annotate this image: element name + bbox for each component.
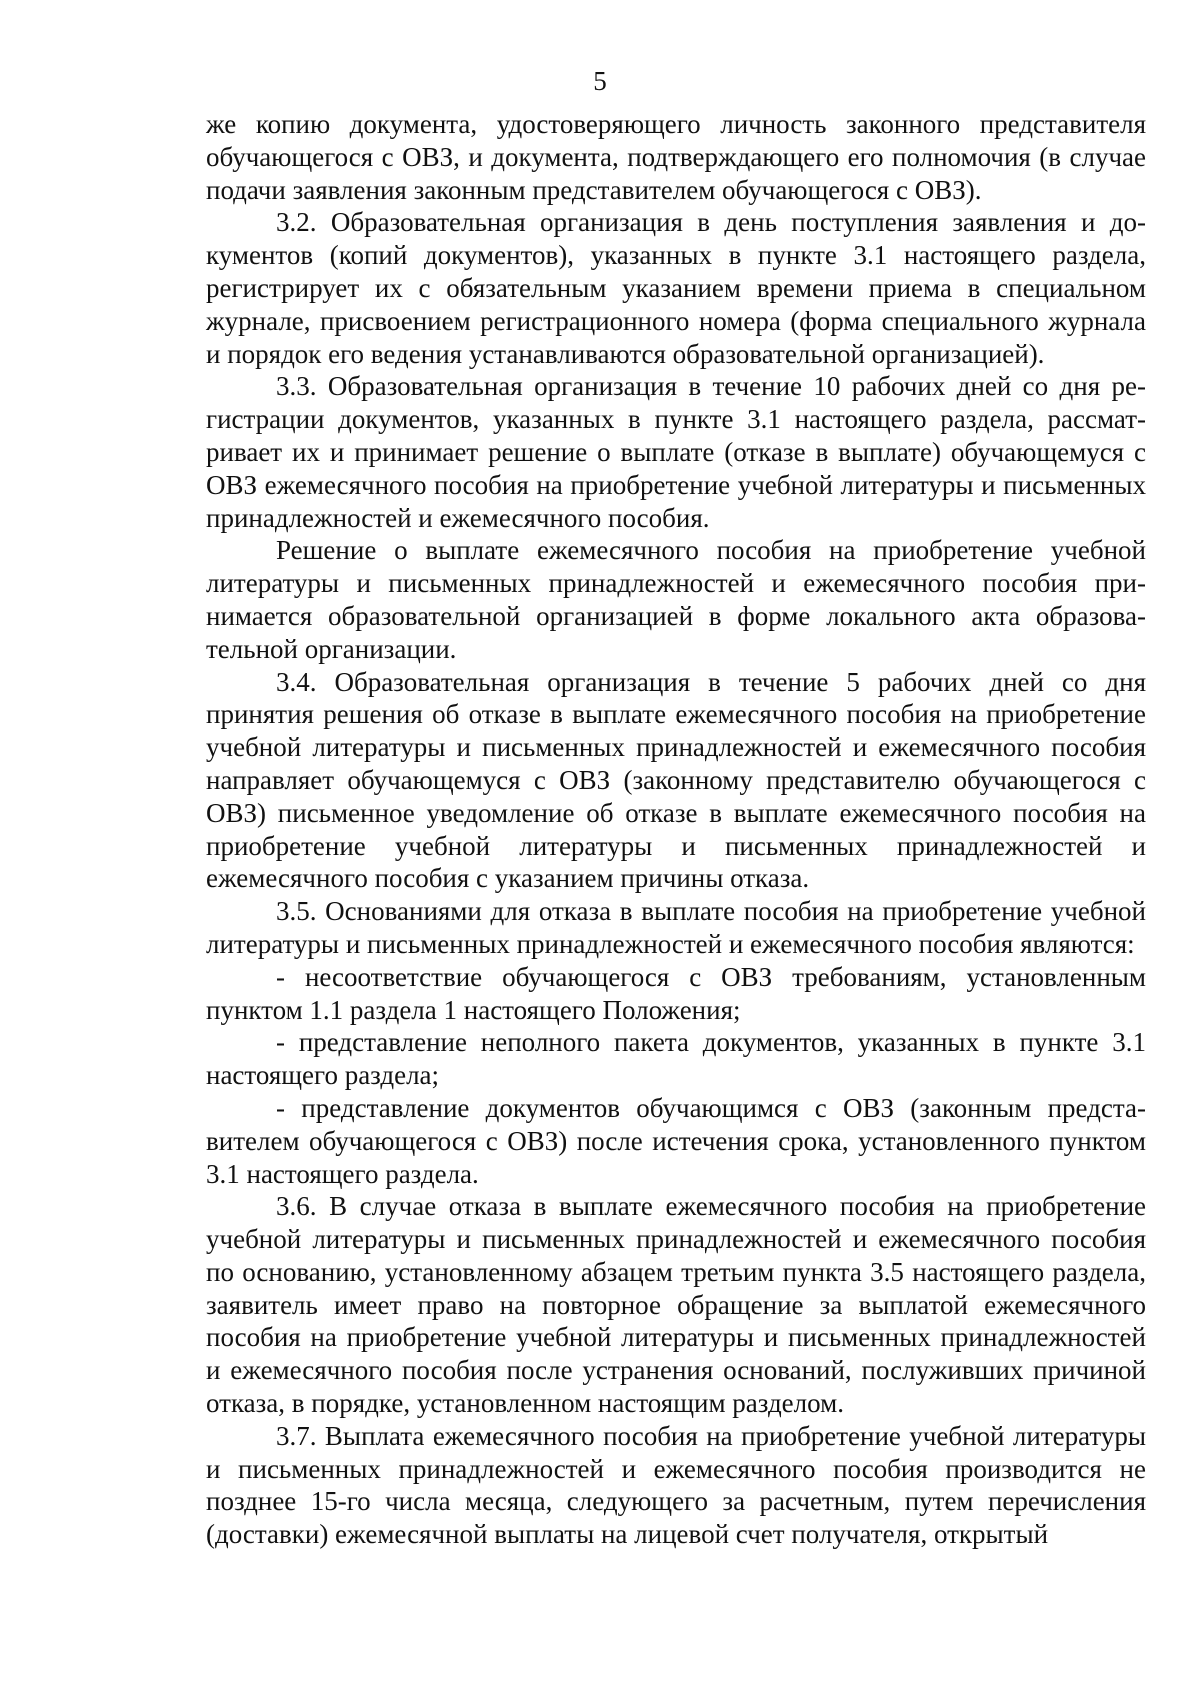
document-body	[206, 108, 1146, 1551]
paragraph-3-3: 3.3. Образовательная организация в течение 10 рабочих дней со дня регистрации документов, указанных в пункте 3.1 настоящего раздела, рассматривает их и принимает решение о выплате (отказе в выплате) обучающемуся с ОВЗ ежемесячного пособия на приобретение учебной литературы и письменных принадлежностей и ежемесячного пособия.	[206, 371, 1146, 533]
paragraph-3-2: 3.2. Образовательная организация в день поступления заявления и документов (копий документов), указанных в пункте 3.1 настоящего раздела, регистрирует их с обязательным указанием времени приема в специальном журнале, присвоением регистрационного номера (форма специального журнала и порядок его ведения устанавливаются образовательной организацией).	[206, 207, 1146, 369]
paragraph-3-7: 3.7. Выплата ежемесячного пособия на приобретение учебной литературы и письменных принадлежностей и ежемесячного пособия производится не позднее 15-го числа месяца, следующего за расчетным, путем перечисления (доставки) ежемесячной выплаты на лицевой счет получателя, открытый	[206, 1420, 1146, 1550]
list-item-2: - представление неполного пакета документов, указанных в пункте 3.1 настоящего раздела;	[206, 1027, 1146, 1091]
paragraph-decision: Решение о выплате ежемесячного пособия на приобретение учебной литературы и письменных принадлежностей и ежемесячного пособия принимается образовательной организацией в форме локального акта образовательной организации.	[206, 535, 1146, 664]
paragraph-continuation: же копию документа, удостоверяющего личность законного представителя обучающегося с ОВЗ, и документа, подтверждающего его полномочия (в случае подачи заявления законным представителем обучающегося с ОВЗ).	[206, 109, 1146, 205]
list-item-1: - несоответствие обучающегося с ОВЗ требованиям, установленным пунктом 1.1 раздела 1 настоящего Положения;	[206, 961, 1146, 1025]
paragraph-3-5: 3.5. Основаниями для отказа в выплате пособия на приобретение учебной литературы и письменных принадлежностей и ежемесячного пособия являются:	[206, 896, 1146, 959]
page-number: 5	[593, 66, 607, 96]
paragraph-3-4: 3.4. Образовательная организация в течение 5 рабочих дней со дня принятия решения об отказе в выплате ежемесячного пособия на приобретение учебной литературы и письменных принадлежностей и ежемесячного пособия направляет обучающемуся с ОВЗ (законному представителю обучающегося с ОВЗ) письменное уведомление об отказе в выплате ежемесячного пособия на приобретение учебной литературы и письменных принадлежностей и ежемесячного пособия с указанием причины отказа.	[206, 666, 1146, 894]
list-item-3: - представление документов обучающимся с ОВЗ (законным представителем обучающегося с ОВЗ) после истечения срока, установленного пунктом 3.1 настоящего раздела.	[206, 1092, 1146, 1189]
paragraph-3-6: 3.6. В случае отказа в выплате ежемесячного пособия на приобретение учебной литературы и письменных принадлежностей и ежемесячного пособия по основанию, установленному абзацем третьим пункта 3.5 настоящего раздела, заявитель имеет право на повторное обращение за выплатой ежемесячного пособия на приобретение учебной литературы и письменных принадлежностей и ежемесячного пособия после устранения оснований, послуживших причиной отказа, в порядке, установленном настоящим разделом.	[206, 1191, 1146, 1419]
